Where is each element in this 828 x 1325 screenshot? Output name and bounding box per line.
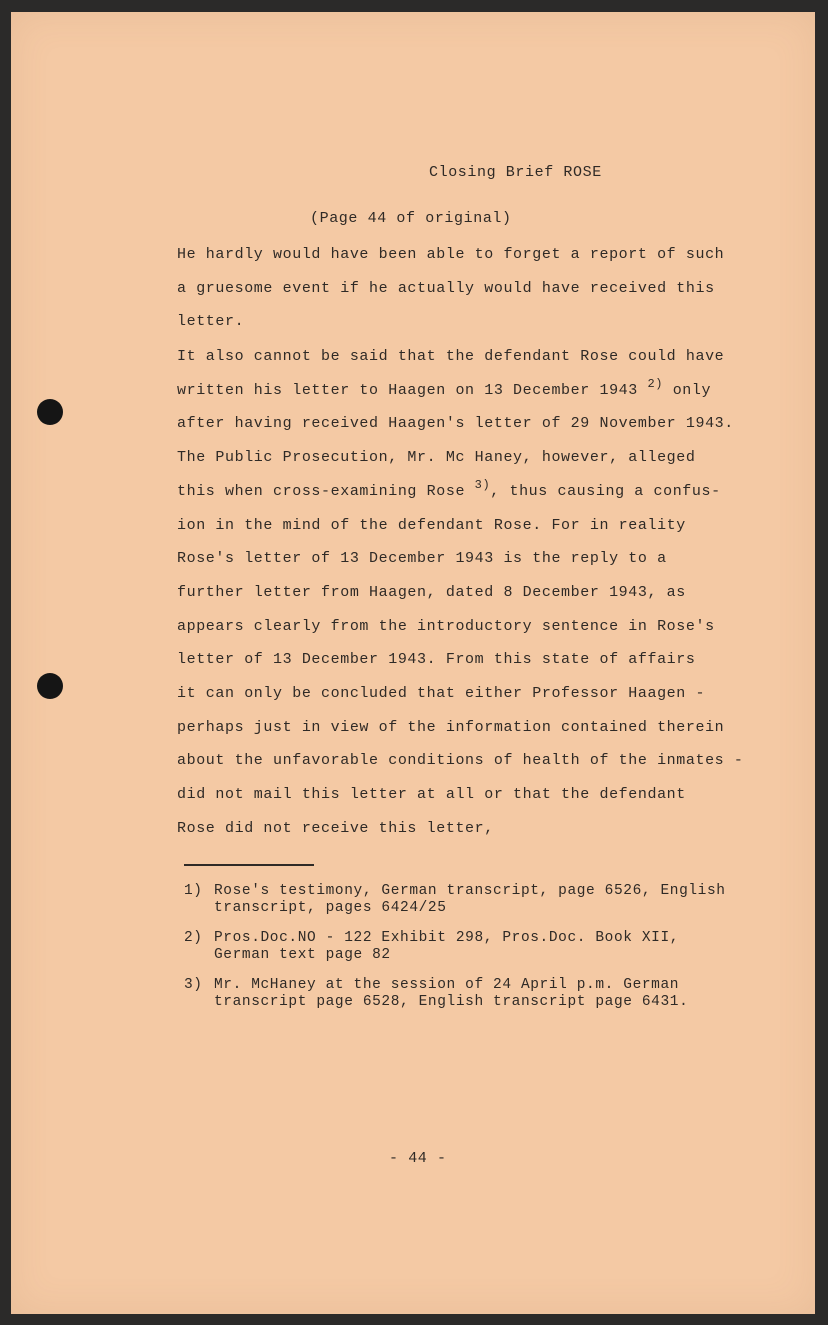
document-subtitle: (Page 44 of original) [310, 210, 512, 227]
body-text [177, 238, 777, 845]
body-line-tail: , thus causing a confus- [490, 482, 721, 500]
footnote-number: 2) [184, 930, 203, 946]
footnote-text [214, 883, 726, 917]
footnote-line: Pros.Doc.NO - 122 Exhibit 298, Pros.Doc. Book XII, [214, 930, 680, 946]
body-line: Rose's letter of 13 December 1943 is the reply to a [177, 550, 667, 568]
footnote-line: transcript, pages 6424/25 [214, 900, 447, 916]
footnote [184, 977, 784, 1011]
footnote-line: Rose's testimony, German transcript, page 6526, English [214, 883, 726, 899]
body-line: a gruesome event if he actually would have received this [177, 279, 715, 297]
body-line-text: written his letter to Haagen on 13 December 1943 [177, 381, 638, 399]
body-line-text: this when cross-examining Rose [177, 482, 466, 500]
body-line: after having received Haagen's letter of 29 November 1943. [177, 415, 734, 433]
page-number: - 44 - [389, 1150, 447, 1167]
body-line: Rose did not receive this letter, [177, 819, 494, 837]
document-page [11, 12, 815, 1314]
punch-hole-top [37, 399, 63, 425]
body-line: perhaps just in view of the information contained therein [177, 718, 725, 736]
body-line: further letter from Haagen, dated 8 December 1943, as [177, 583, 686, 601]
footnotes [184, 883, 784, 1024]
body-line: letter. [177, 313, 245, 331]
footnote-divider [184, 864, 314, 866]
document-title: Closing Brief ROSE [429, 164, 602, 181]
punch-hole-bottom [37, 673, 63, 699]
footnote-ref-2: 2) [647, 376, 664, 391]
footnote-line: German text page 82 [214, 947, 391, 963]
body-line: The Public Prosecution, Mr. Mc Haney, however, alleged [177, 449, 696, 467]
footnote-line: Mr. McHaney at the session of 24 April p.m. German [214, 977, 680, 993]
body-line: it can only be concluded that either Professor Haagen - [177, 684, 706, 702]
body-line-tail: only [663, 381, 712, 399]
body-line: ion in the mind of the defendant Rose. For in reality [177, 516, 686, 534]
footnote-line: transcript page 6528, English transcript page 6431. [214, 994, 689, 1010]
body-line: about the unfavorable conditions of health of the inmates - [177, 752, 744, 770]
body-line: letter of 13 December 1943. From this state of affairs [177, 651, 696, 669]
footnote-text [214, 977, 688, 1011]
body-line [177, 475, 777, 509]
footnote [184, 930, 784, 964]
body-line [177, 374, 777, 408]
footnote [184, 883, 784, 917]
footnote-ref-3: 3) [474, 477, 491, 492]
footnote-number: 1) [184, 883, 203, 899]
body-line: appears clearly from the introductory sentence in Rose's [177, 617, 715, 635]
body-line: It also cannot be said that the defendant Rose could have [177, 348, 725, 366]
footnote-number: 3) [184, 977, 203, 993]
body-line: He hardly would have been able to forget a report of such [177, 246, 725, 263]
body-line: did not mail this letter at all or that the defendant [177, 786, 686, 803]
footnote-text [214, 930, 679, 964]
